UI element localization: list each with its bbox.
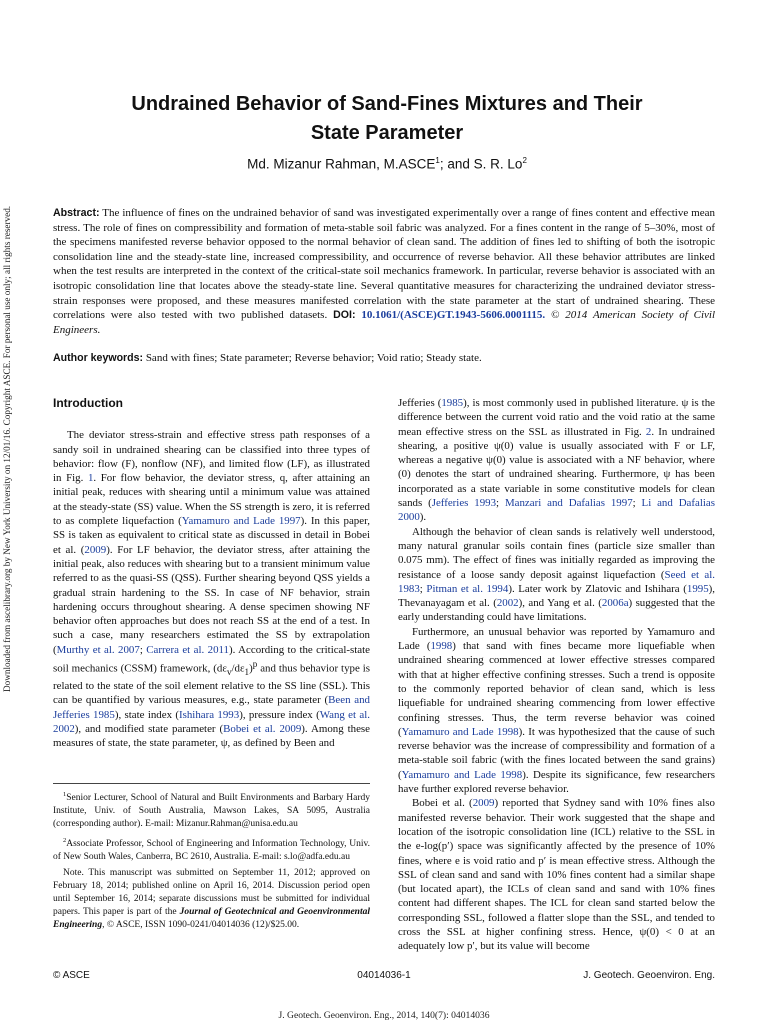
abstract-text: The influence of fines on the undrained behavior of sand was investigated experimentally over a range of fines content and effective mean stress. The role of fines on compressibility and formation of meta-stable soil fabric was analyzed. For a fines content in the range of 5–30%, most of the specimens manifested reverse behavior opposed to the normal behavior of clean sand. The addition of fines led to shifting of both the isotropic consolidation line and the steady-state line, increased compressibility, and occurrence of reverse behavior. All these behavior attributes are linked when the test results are interpreted in the context of the critical-state soil mechanics framework. In particular, reverse behavior is associated with an isotropic consolidation line that locates above the steady-state line. Several quantitative measures for characterizing the undrained deviator stress-strain responses were proposed, and these measures manifested correlation with the state parameter at the start of undrained shearing. These correlations were also tested with two published datasets. [53,207,715,322]
left-column [53,396,370,751]
author-separator: ; and S. R. Lo [439,156,523,172]
author-1-affil: 1 [435,156,440,165]
intro-paragraph-3: Furthermore, an unusual behavior was reported by Yamamuro and Lade (1998) that sand with fines became more liquefiable when undrained shearing commenced at lower effective stresses compared with that at higher effective confining stresses. Such a trend is opposite to the commonly reported behavior of clean sand, which is less liquefiable for undrained shearing commencing from lower effective confining stresses. Thus, the term reverse behavior was coined (Yamamuro and Lade 1998). It was hypothesized that the cause of such reverse behavior was the increase of compressibility and formation of a meta-stable soil fabric (with the fines located between the sand grains) (Yamamuro and Lade 1998). Despite its significance, few researchers have further explored reverse behavior. [398,625,716,796]
citation-link[interactable]: Ishihara 1993 [179,708,240,721]
footer-page-number: 04014036-1 [357,970,411,981]
citation-link[interactable]: Wang et al. 2002 [53,708,370,736]
citation-link[interactable]: 2009 [472,797,495,810]
author-line [60,156,714,172]
citation-link[interactable]: Seed et al. 1983 [398,568,715,595]
citation-link[interactable]: Been and Jefferies 1985 [53,694,371,721]
download-notice: Downloaded from ascelibrary.org by New York University on 12/01/16. Copyright ASCE. For personal use only; all rights reserved. [2,205,12,692]
citation-link[interactable]: Murthy et al. 2007 [56,643,140,656]
citation-link[interactable]: 1985 [441,397,464,409]
citation-link[interactable]: Jefferies 1993 [431,497,497,510]
citation-link[interactable]: Yamamuro and Lade 1998 [401,725,519,738]
intro-paragraph-2: Although the behavior of clean sands is relatively well understood, many natural granular soils contain fines (particle size smaller than 0.075 mm). The effect of fines was initially regarded as improving the resistance of a loose sandy deposit against liquefaction (Seed et al. 1983; Pitman et al. 1994). Later work by Zlatovic and Ishihara (1995), Thevanayagam et al. (2002), and Yang et al. (2006a) suggested that the early understanding could have limitations. [398,525,716,624]
author-keywords [53,351,715,366]
footer-journal: J. Geotech. Geoenviron. Eng. [583,970,715,981]
citation-link[interactable]: Li and Dafalias 2000 [398,497,715,524]
section-heading-introduction: Introduction [53,396,123,410]
citation-link[interactable]: Carrera et al. 2011 [146,643,229,656]
abstract [53,206,715,337]
intro-paragraph-4: Bobei et al. (2009) reported that Sydney sand with 10% fines also manifested reverse behavior. Their work suggested that the shape and location of the isotropic consolidation line (ICL) relative to the SSL in the e-log(p′) space was significantly affected by the presence of 10% fines, where e is void ratio and p′ is mean effective stress. Although the SSL of clean sand and sand with 10% fines content had a similar shape (but located apart), the ICLs of clean sand and sand with 10% fines content had different shapes. The ICL for clean sand started below the corresponding SSL, followed a flatter slope than the SSL, and tended to cross the SSL at higher confining stress. Hence, ψ(0) < 0 at an adequately low p′, but its value will become [398,797,715,953]
doi-label: DOI: [333,309,356,322]
author-1: Md. Mizanur Rahman, M.ASCE [247,156,436,172]
citation-link[interactable]: 1998 [430,640,453,653]
keywords-text: Sand with fines; State parameter; Reverse behavior; Void ratio; Steady state. [145,352,482,364]
citation-link[interactable]: 2002 [496,597,519,610]
footnotes [53,783,370,935]
fig-2-link[interactable]: 2 [645,425,652,438]
citation-link[interactable]: 1995 [686,582,709,595]
citation-link[interactable]: Manzari and Dafalias 1997 [504,497,633,510]
journal-name: Journal of Geotechnical and Geoenvironmental Engineering [53,907,370,931]
bottom-citation: J. Geotech. Geoenviron. Eng., 2014, 140(7): 04014036 [278,1010,490,1021]
citation-link[interactable]: Pitman et al. 1994 [426,582,509,595]
intro-paragraph-1: The deviator stress-strain and effective stress path responses of a sandy soil in undrained shearing can be classified into three types of behavior: flow (F), nonflow (NF), and limited flow (LF), as illustrated in Fig. 1. For flow behavior, the deviator stress, q, after attaining an initial peak, reduces with shearing until a minimum value was attained at the steady-state (SS) value. When the SS strength is zero, it is referred to as complete liquefaction (Yamamuro and Lade 1997). In this paper, SS is taken as equivalent to critical state as discussed in detail in Bobei et al. (2009). For LF behavior, the deviator stress, after attaining the initial peak, also reduces with shearing but to a transient minimum value referred to as the quasi-SS (QSS). Further shearing beyond QSS yields a gradual strain hardening to the SS. In case of NF behavior, strain hardening occurs throughout shearing. A dense specimen showing NF behavior often approaches but does not reach SS at the end of a test. In such a case, many researchers estimated the SS by extrapolation (Murthy et al. 2007; Carrera et al. 2011). According to the critical-state soil mechanics (CSSM) framework, $(d\varepsilon_v/d\varepsilon_1)^p$ and thus behavior type is related to the state of the soil element relative to the SS line (SSL). This can be quantified by various measures, e.g., state parameter (Been and Jefferies 1985), state index (Ishihara 1993), pressure index (Wang et al. 2002), and modified state parameter (Bobei et al. 2009). Among these measures of state, the state parameter, ψ, as defined by Been and [53,429,371,750]
intro-paragraph-1-cont: Jefferies (1985), is most commonly used in published literature. ψ is the difference between the current void ratio and the void ratio at the same mean effective stress on the SSL as illustrated in Fig. 2. In undrained shearing, a positive ψ(0) value is usually associated with F or LF, whereas a negative ψ(0) value is associated with a NF behavior, where (0) denotes the start of undrained shearing. Furthermore, ψ has been incorporated as a state variable in some constitutive models for clean sands (Jefferies 1993; Manzari and Dafalias 1997; Li and Dafalias 2000). [398,397,715,524]
title-line-2: State Parameter [310,122,464,144]
citation-link[interactable]: Yamamuro and Lade 1997 [181,515,301,528]
fig-1-link[interactable]: 1 [87,472,94,485]
abstract-copyright: © 2014 American Society of Civil Engineers. [53,309,716,336]
paper-title [60,90,714,148]
title-line-1: Undrained Behavior of Sand-Fines Mixtures and Their [131,93,643,115]
author-2-affil: 2 [522,156,527,165]
keywords-label: Author keywords: [53,352,144,364]
citation-link[interactable]: 2009 [84,543,107,556]
right-column [398,396,715,954]
manuscript-note: Note. This manuscript was submitted on September 11, 2012; approved on February 18, 2014; published online on April 16, 2014. Discussion period open until September 16, 2014; separate discussions must be submitted for individual papers. This paper is part of the Journal of Geotechnical and Geoenvironmental Engineering, © ASCE, ISSN 1090-0241/04014036 (12)/$25.00. [53,868,370,931]
citation-link[interactable]: Bobei et al. 2009 [223,723,302,736]
citation-link[interactable]: Yamamuro and Lade 1998 [401,768,523,781]
footer-publisher: © ASCE [53,970,90,981]
footnote-1: $^1$Senior Lecturer, School of Natural and Built Environments and Barbary Hardy Institute, Univ. of South Australia, Mawson Lakes, SA 5095, Australia (corresponding author). E-mail: Mizanur.Rahman@unisa.edu.au [53,791,370,830]
citation-link[interactable]: 2006a [601,597,629,610]
footnote-2: $^2$Associate Professor, School of Engineering and Information Technology, Univ. of New South Wales, Canberra, BC 2610, Australia. E-mail: s.lo@adfa.edu.au [53,837,370,863]
doi-link[interactable]: 10.1061/(ASCE)GT.1943-5606.0001115. [361,309,546,322]
abstract-label: Abstract: [53,207,100,219]
